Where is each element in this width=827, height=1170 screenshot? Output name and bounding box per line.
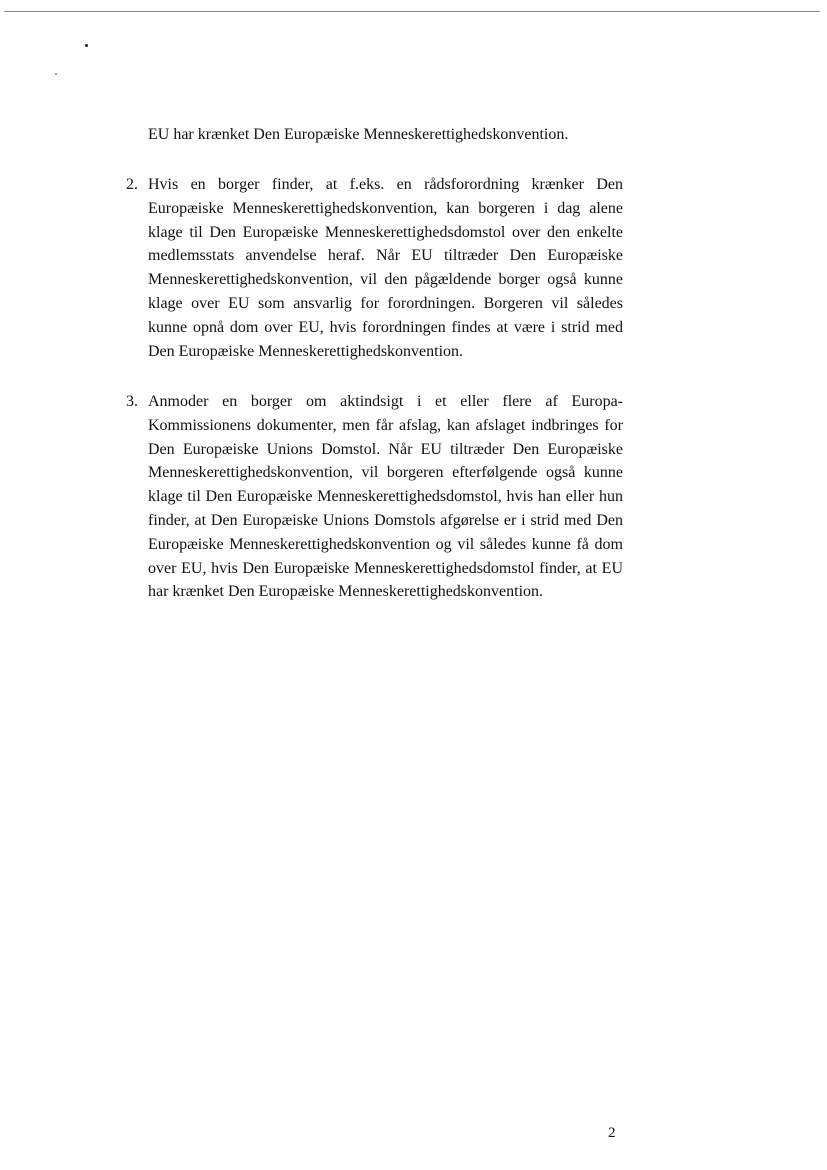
scan-edge-line: [4, 11, 820, 12]
list-item-number: 3.: [126, 393, 138, 410]
list-item-number: 2.: [126, 176, 138, 193]
scan-speck: [85, 44, 88, 47]
continuation-line: EU har krænket Den Europæiske Menneskerettighedskonvention.: [148, 126, 569, 143]
scan-speck: [55, 73, 57, 75]
list-item: [126, 173, 623, 363]
page-number: 2: [608, 1125, 616, 1141]
list-item-text: Anmoder en borger om aktindsigt i et eller flere af Europa-Kommissionens dokumenter, men får afslag, kan afslaget indbringes for Den Europæiske Unions Domstol. Når EU tiltræder Den Europæiske Menneskerettighedskonvention, vil borgeren efterfølgende også kunne klage til Den Europæiske Menneskerettighedsdomstol, hvis han eller hun finder, at Den Europæiske Unions Domstols afgørelse er i strid med Den Europæiske Menneskerettighedskonvention og vil således kunne få dom over EU, hvis Den Europæiske Menneskerettighedsdomstol finder, at EU har krænket Den Europæiske Menneskerettighedskonvention.: [148, 393, 623, 601]
list-item-text: Hvis en borger finder, at f.eks. en rådsforordning krænker Den Europæiske Menneskerettighedskonvention, kan borgeren i dag alene klage til Den Europæiske Menneskerettighedsdomstol over den enkelte medlemsstats anvendelse heraf. Når EU tiltræder Den Europæiske Menneskerettighedskonvention, vil den pågældende borger også kunne klage over EU som ansvarlig for forordningen. Borgeren vil således kunne opnå dom over EU, hvis forordningen findes at være i strid med Den Europæiske Menneskerettighedskonvention.: [148, 176, 623, 360]
list-item: [126, 390, 623, 604]
